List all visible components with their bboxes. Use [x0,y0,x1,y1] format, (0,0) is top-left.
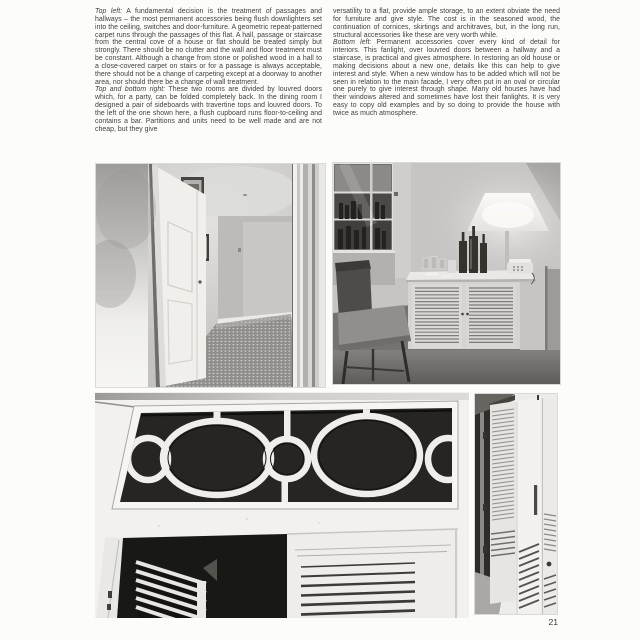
photo-louvred-doors [475,394,557,614]
photo-dining-room [333,163,560,384]
latch [394,192,398,196]
caption-lead: Bottom left: [333,39,372,47]
caption-text: Permanent accessories cover every kind of detail for interiors. This fanlight, over louvred doors between a hallway and a staircase, is practical and gives atmosphere. In restoring an old house or making decisions about a new one, details like this can help to give interest and style. When a new window has to be added which will not be seen in relation to the main facade, I very often put in an oval or circular one purely to give interest through shape. Many old houses have had their windows altered and sometimes have lost their fanlights. It is very easy to copy old examples and by so doing to provide the house with twice as much atmosphere. [333,39,560,117]
open-door [149,164,206,387]
louvre-panel-left [412,284,462,348]
fanlight-window [112,401,468,509]
caption-lead: Top left: [95,8,123,15]
text-column-left [95,8,322,134]
glass-cabinet [333,163,393,251]
paragraph-bottom-left [333,39,560,117]
paragraph-top-left [95,8,322,86]
right-chair [545,266,560,352]
closed-louvred-door [287,529,458,618]
floor [333,350,560,384]
louvre-panel-a [490,401,516,604]
paragraph-continuation [333,8,560,39]
door-b [516,397,541,614]
photo-fanlight [95,392,469,618]
caption-text: versatility to a flat, provide ample storage, to an extent obviate the need for furniture and give style. The cost is in the seasoned wood, the continuation of cornices, skirtings and architraves, but, in the long run, structural accessories like these are very worth while. [333,8,560,39]
door-handle [534,485,537,515]
right-pilaster [292,164,325,387]
page-number: 21 [548,617,558,627]
door-knob [198,280,201,283]
caption-text: A fundamental decision is the treatment of passages and hallways – the most permanent accessories being flush downlighters set into the ceiling, switches and door-furniture. A geometric repeat-patterned carpet runs through the passages of this flat. A hall, passage or staircase from the central cove of a house or flat should be treated simply but strongly. There should be no clutter and the wall and floor treatment must be constant. Although a change from stone or polished wood in a hall to a close-covered carpet on stairs or for a passage is always acceptable, there should not be a change of carpeting except at a doorway to another area, nor should there be a change of wall treatment. [95,8,322,86]
text-column-right [333,8,560,118]
louvre-panel-c [541,397,557,614]
light-switch [238,248,241,252]
downlighter [243,194,247,196]
caption-lead: Top and bottom right: [95,86,166,94]
louvred-sideboard [406,270,536,353]
doorway [96,529,458,618]
louvre-panel-right [466,284,516,348]
photo-hallway [96,164,325,387]
paragraph-top-bottom-right [95,86,322,133]
caption-text: These two rooms are divided by louvred doors which, for a party, can be folded completely back. In the dining room I designed a pair of sideboards with travertine tops and louvred doors. To the left of the one shown here, a flush cupboard runs floor-to-ceiling and contains a bar. Partitions and units need to be well made and are not cheap, but they give [95,86,322,133]
door-knob [547,562,552,567]
